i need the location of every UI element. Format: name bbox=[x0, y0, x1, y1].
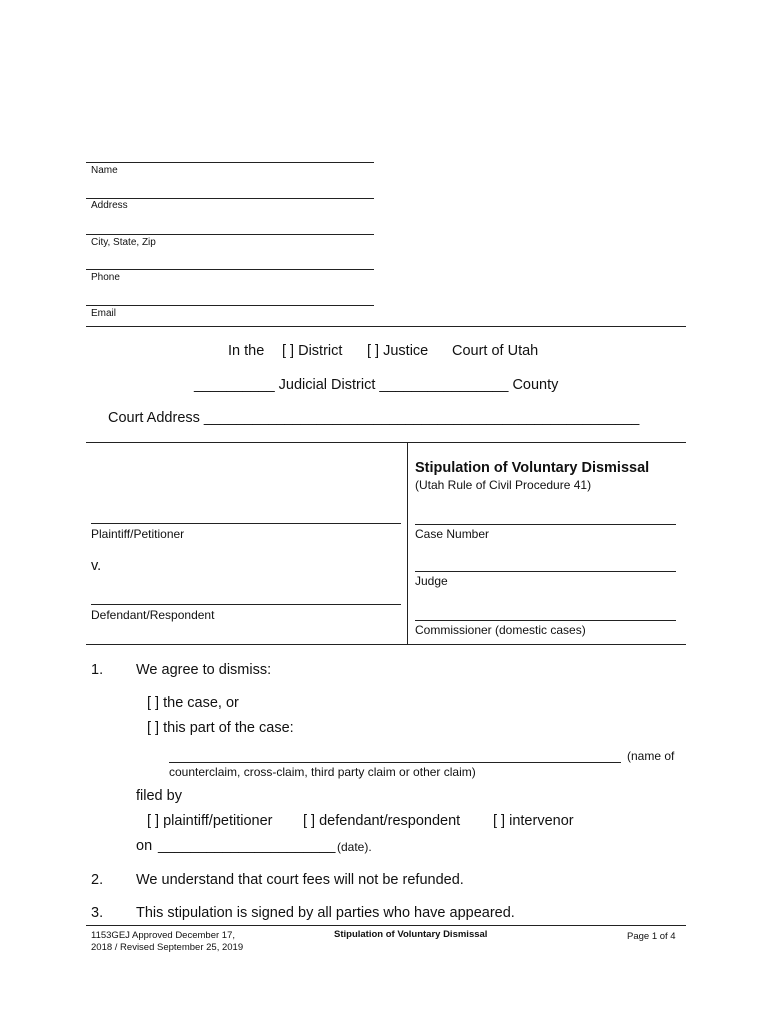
form-id-line-1: 1153GEJ Approved December 17, bbox=[91, 930, 235, 941]
claim-description: counterclaim, cross-claim, third party claim or other claim) bbox=[169, 765, 476, 779]
email-label: Email bbox=[91, 308, 117, 319]
date-label: (date). bbox=[337, 840, 372, 854]
dismiss-case-checkbox[interactable]: [ ] the case, or bbox=[147, 695, 239, 711]
caption-top-border bbox=[86, 442, 686, 443]
plaintiff-petitioner-checkbox[interactable]: [ ] plaintiff/petitioner bbox=[147, 813, 273, 829]
page-number: Page 1 of 4 bbox=[627, 931, 676, 942]
name-line[interactable] bbox=[86, 162, 374, 163]
court-address-line[interactable]: Court Address ______________________________________________________ bbox=[108, 410, 640, 426]
city-state-zip-line[interactable] bbox=[86, 234, 374, 235]
city-state-zip-label: City, State, Zip bbox=[91, 237, 156, 248]
form-id-line-2: 2018 / Revised September 25, 2019 bbox=[91, 942, 244, 953]
name-label: Name bbox=[91, 165, 118, 176]
address-line[interactable] bbox=[86, 198, 374, 199]
judge-line[interactable] bbox=[415, 571, 676, 572]
commissioner-line[interactable] bbox=[415, 620, 676, 621]
versus-text: v. bbox=[91, 558, 102, 574]
form-id bbox=[91, 930, 243, 954]
defendant-label: Defendant/Respondent bbox=[91, 608, 215, 622]
item-2-number: 2. bbox=[91, 872, 104, 888]
caption-divider bbox=[407, 442, 408, 644]
district-checkbox[interactable]: [ ] District bbox=[282, 343, 343, 359]
justice-checkbox[interactable]: [ ] Justice bbox=[367, 343, 429, 359]
dismiss-part-checkbox[interactable]: [ ] this part of the case: bbox=[147, 720, 294, 736]
case-number-label: Case Number bbox=[415, 527, 490, 541]
address-label: Address bbox=[91, 200, 128, 211]
in-the-text: In the bbox=[228, 343, 265, 359]
case-number-line[interactable] bbox=[415, 524, 676, 525]
item-3-text: This stipulation is signed by all parties who have appeared. bbox=[136, 905, 515, 921]
phone-label: Phone bbox=[91, 272, 120, 283]
item-1-number: 1. bbox=[91, 662, 104, 678]
form-title: Stipulation of Voluntary Dismissal bbox=[415, 460, 650, 476]
plaintiff-line[interactable] bbox=[91, 523, 401, 524]
email-line[interactable] bbox=[86, 305, 374, 306]
intervenor-checkbox[interactable]: [ ] intervenor bbox=[493, 813, 574, 829]
item-2-text: We understand that court fees will not be refunded. bbox=[136, 872, 464, 888]
court-of-utah-text: Court of Utah bbox=[452, 343, 539, 359]
footer-divider bbox=[86, 925, 686, 926]
defendant-line[interactable] bbox=[91, 604, 401, 605]
phone-line[interactable] bbox=[86, 269, 374, 270]
date-blank[interactable]: ______________________ bbox=[158, 838, 336, 854]
item-3-number: 3. bbox=[91, 905, 104, 921]
plaintiff-label: Plaintiff/Petitioner bbox=[91, 527, 185, 541]
on-text: on bbox=[136, 838, 153, 854]
footer-title: Stipulation of Voluntary Dismissal bbox=[334, 929, 488, 940]
header-divider bbox=[86, 326, 686, 327]
commissioner-label: Commissioner (domestic cases) bbox=[415, 623, 586, 637]
item-1-text: We agree to dismiss: bbox=[136, 662, 272, 678]
form-subtitle: (Utah Rule of Civil Procedure 41) bbox=[415, 478, 592, 492]
judge-label: Judge bbox=[415, 574, 448, 588]
claim-name-line[interactable] bbox=[169, 762, 621, 763]
claim-name-suffix: (name of bbox=[627, 749, 675, 763]
defendant-respondent-checkbox[interactable]: [ ] defendant/respondent bbox=[303, 813, 461, 829]
filed-by-text: filed by bbox=[136, 788, 182, 804]
judicial-district-county-line[interactable]: __________ Judicial District ________________ County bbox=[194, 377, 559, 393]
caption-bottom-border bbox=[86, 644, 686, 645]
